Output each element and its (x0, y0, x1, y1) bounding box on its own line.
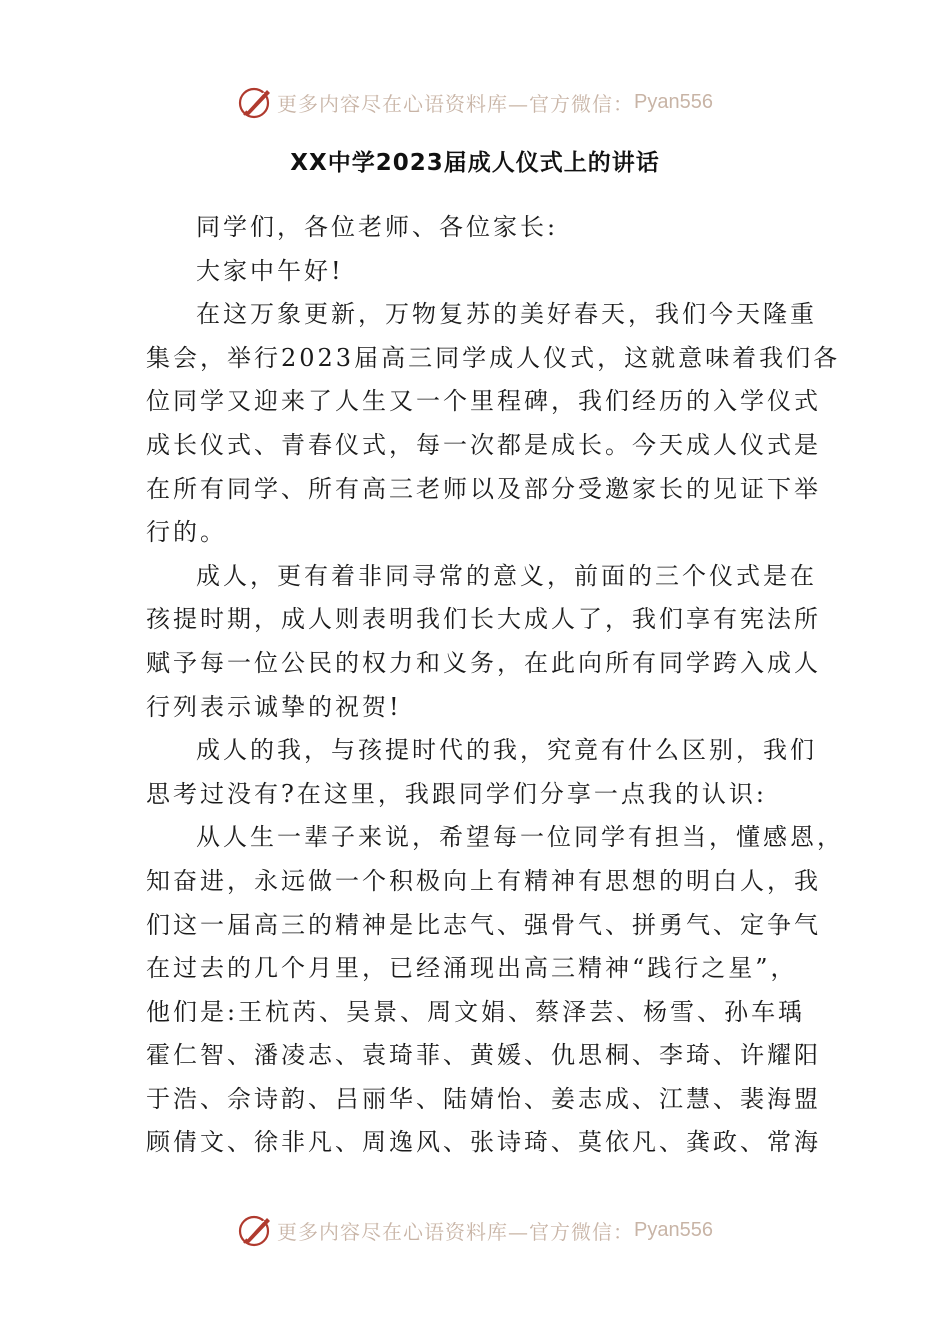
banner-text: 更多内容尽在心语资料库—官方微信： (277, 91, 635, 116)
text-line: 大家中午好! (196, 256, 344, 285)
text-line: 在过去的几个月里，已经涌现出高三精神“践行之星”， (146, 954, 798, 983)
text-line: 们这一届高三的精神是比志气、强骨气、拼勇气、定争气 (146, 910, 821, 939)
text-line: 集会，举行2023届高三同学成人仪式，这就意味着我们各 (146, 343, 841, 372)
text-line: 孩提时期，成人则表明我们长大成人了，我们享有宪法所 (146, 605, 821, 634)
quill-logo-icon (237, 1212, 273, 1248)
text-line: 顾倩文、徐非凡、周逸风、张诗琦、莫依凡、龚政、常海 (146, 1128, 821, 1157)
text-line: 同学们，各位老师、各位家长: (196, 213, 559, 241)
text-line: 霍仁智、潘凌志、袁琦菲、黄媛、仇思桐、李琦、许耀阳 (146, 1041, 821, 1070)
text-line: 成长仪式、青春仪式，每一次都是成长。今天成人仪式是 (146, 430, 821, 459)
header-banner (0, 80, 950, 124)
text-line: 位同学又迎来了人生又一个里程碑，我们经历的入学仪式 (146, 387, 821, 416)
footer-banner (0, 1208, 950, 1252)
text-line: 行列表示诚挚的祝贺! (146, 692, 402, 721)
text-line: 从人生一辈子来说，希望每一位同学有担当，懂感恩， (196, 823, 844, 852)
text-line: 于浩、佘诗韵、吕丽华、陆婧怡、姜志成、江慧、裴海盟 (146, 1084, 821, 1113)
text-line: 他们是:王杭芮、吴景、周文娟、蔡泽芸、杨雪、孙车瑀 (146, 997, 806, 1026)
banner-text: 更多内容尽在心语资料库—官方微信： (277, 1219, 635, 1244)
text-line: 赋予每一位公民的权力和义务，在此向所有同学跨入成人 (146, 648, 821, 677)
speech-body (146, 206, 844, 1165)
text-line: 成人，更有着非同寻常的意义，前面的三个仪式是在 (196, 561, 817, 590)
text-line: 在所有同学、所有高三老师以及部分受邀家长的见证下举 (146, 474, 821, 503)
text-line: 思考过没有?在这里，我跟同学们分享一点我的认识: (146, 779, 767, 808)
text-line: 成人的我，与孩提时代的我，究竟有什么区别，我们 (196, 736, 817, 765)
banner-wechat-id: Pyan556 (634, 90, 713, 113)
quill-logo-icon (237, 84, 273, 120)
banner-wechat-id: Pyan556 (634, 1218, 713, 1241)
text-line: 知奋进，永远做一个积极向上有精神有思想的明白人，我 (146, 866, 821, 895)
text-line: 在这万象更新，万物复苏的美好春天，我们今天隆重 (196, 300, 817, 329)
text-line: 行的。 (146, 518, 227, 547)
document-title: XX中学2023届成人仪式上的讲话 (290, 150, 660, 176)
